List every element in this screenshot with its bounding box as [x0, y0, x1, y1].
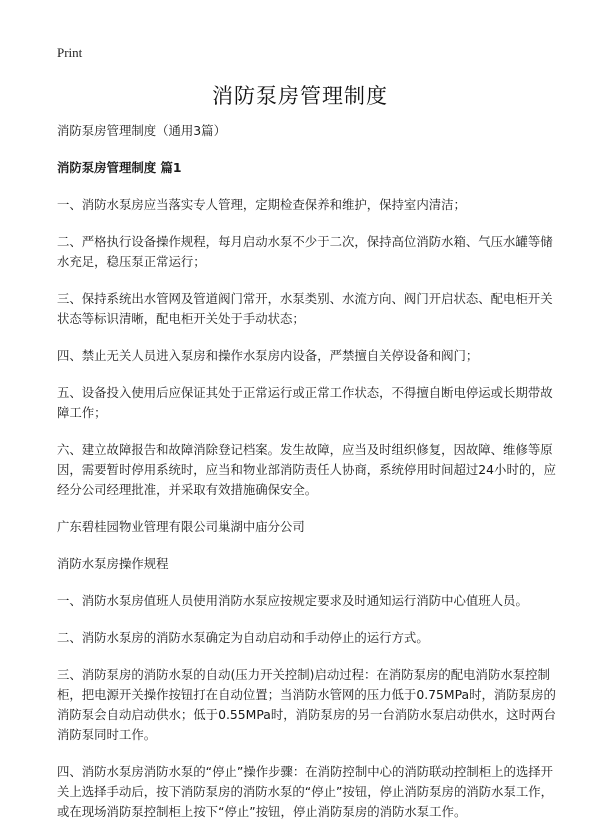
procedure-item-4: 四、消防水泵房消防水泵的“停止”操作步骤：在消防控制中心的消防联动控制柜上的选择开关上选择手动后，按下消防泵房的消防水泵的“停止”按钮，停止消防泵房的消防水泵工作，或在现场消防泵控制柜上按下“停止”按钮，停止消防泵房的消防水泵工作。 — [57, 764, 554, 819]
paragraph-4: 四、禁止无关人员进入泵房和操作水泵房内设备，严禁擅自关停设备和阀门； — [57, 348, 479, 363]
paragraph-1: 一、消防水泵房应当落实专人管理，定期检查保养和维护，保持室内清洁； — [57, 197, 466, 212]
procedure-item-1: 一、消防水泵房值班人员使用消防水泵应按规定要求及时通知运行消防中心值班人员。 — [57, 593, 528, 608]
document-subtitle: 消防泵房管理制度（通用3篇） — [57, 123, 226, 138]
document-body — [57, 121, 557, 839]
print-link[interactable]: Print — [57, 45, 83, 60]
procedure-heading: 消防水泵房操作规程 — [57, 556, 169, 571]
paragraph-6: 六、建立故障报告和故障消除登记档案。发生故障，应当及时组织修复，因故障、维修等原因，需要暂时停用系统时，应当和物业部消防责任人协商，系统停用时间超过24小时的，应经分公司经理批准，并采取有效措施确保安全。 — [57, 442, 557, 497]
company-name: 广东碧桂园物业管理有限公司巢湖中庙分公司 — [57, 519, 305, 534]
paragraph-5: 五、设备投入使用后应保证其处于正常运行或正常工作状态，不得擅自断电停运或长期带故障工作； — [57, 385, 553, 420]
paragraph-3: 三、保持系统出水管网及管道阀门常开，水泵类别、水流方向、阀门开启状态、配电柜开关状态等标识清晰，配电柜开关处于手动状态； — [57, 291, 553, 326]
document-title: 消防泵房管理制度 — [212, 84, 388, 108]
procedure-item-3: 三、消防泵房的消防水泵的自动(压力开关控制)启动过程：在消防泵房的配电消防水泵控制柜，把电源开关操作按钮打在自动位置；当消防水管网的压力低于0.75MPa时，消防泵房的消防泵会自动启动供水；低于0.55MPa时，消防泵房的另一台消防水泵启动供水，这时两台消防泵同时工作。 — [57, 667, 556, 742]
section-heading: 消防泵房管理制度 篇1 — [57, 160, 182, 175]
procedure-item-2: 二、消防水泵房的消防水泵确定为自动启动和手动停止的运行方式。 — [57, 630, 429, 645]
paragraph-2: 二、严格执行设备操作规程，每月启动水泵不少于二次，保持高位消防水箱、气压水罐等储水充足，稳压泵正常运行； — [57, 234, 553, 269]
